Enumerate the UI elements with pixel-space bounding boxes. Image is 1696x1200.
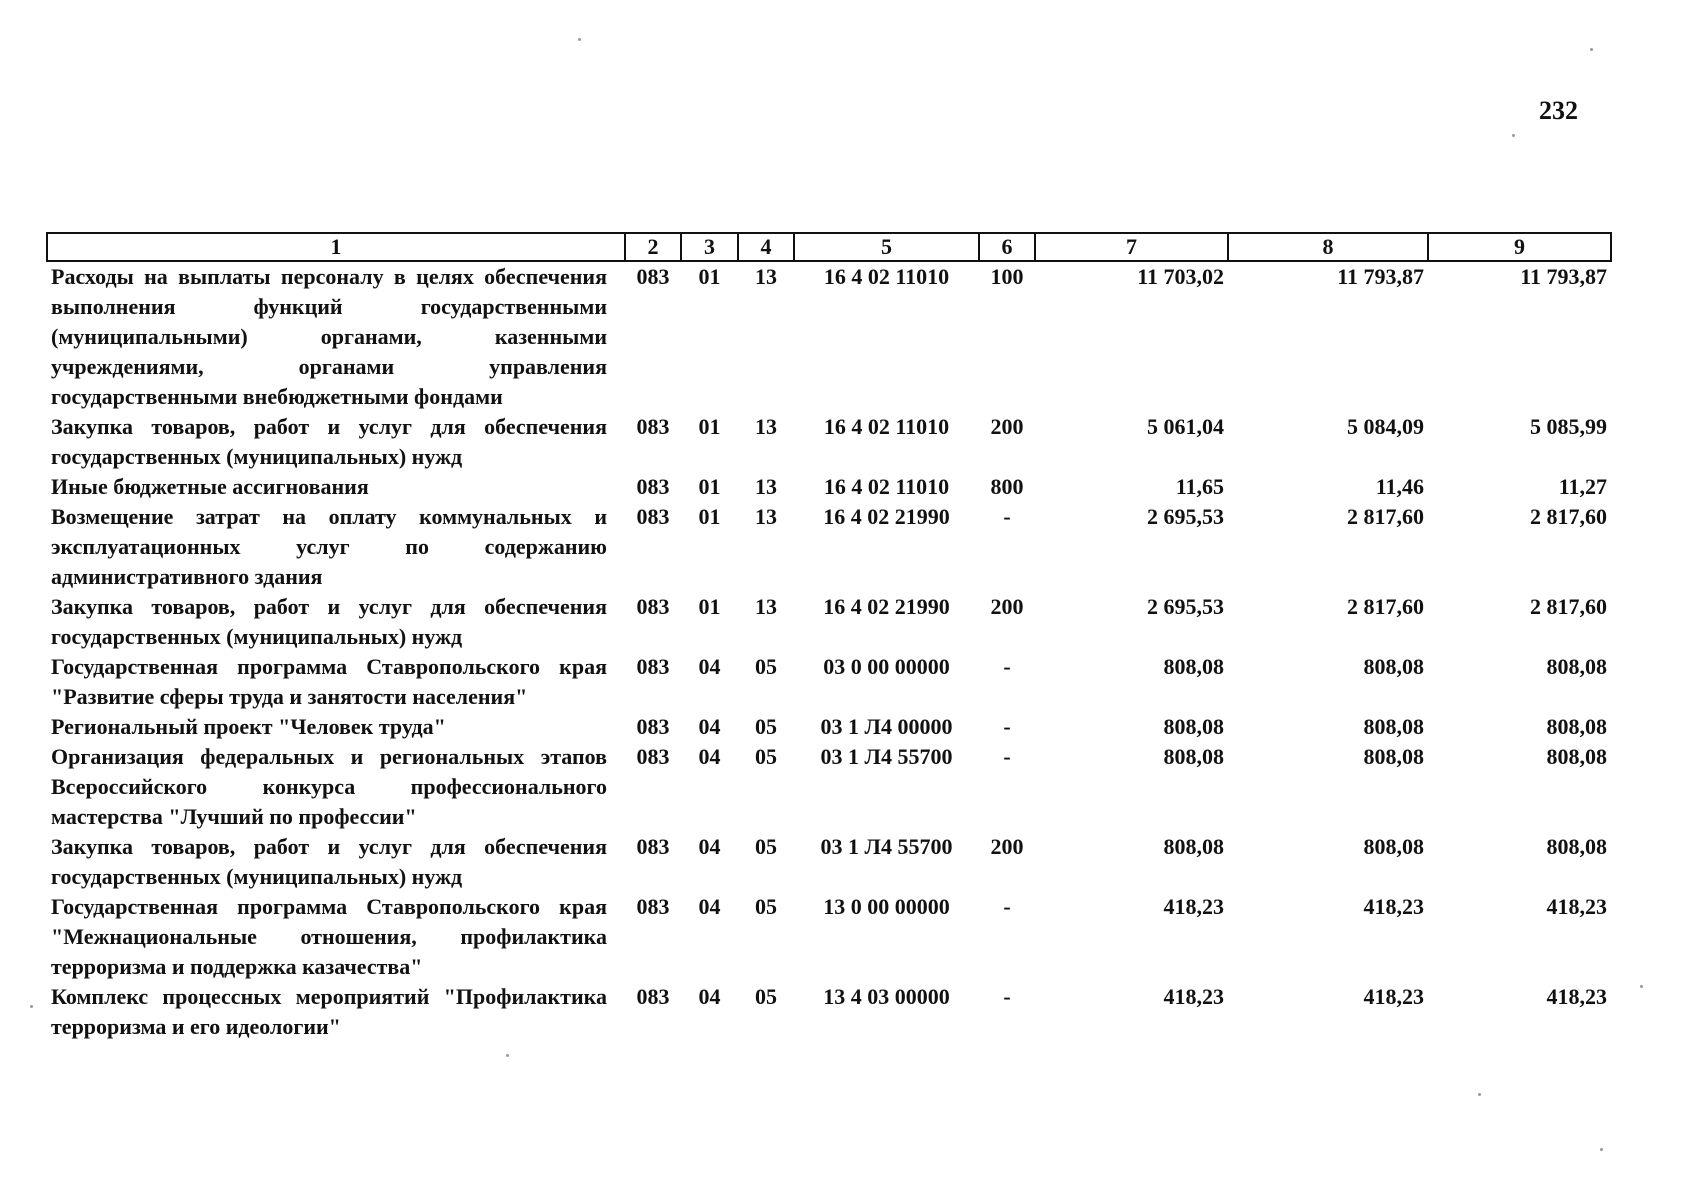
- table-row: [47, 712, 1611, 742]
- amount-col7: 808,08: [1163, 744, 1224, 769]
- ministry-code: 083: [636, 414, 670, 439]
- amount-col8: 808,08: [1363, 834, 1424, 859]
- section-code: 01: [698, 474, 721, 499]
- header-row: [47, 233, 1611, 261]
- expense-name: Иные бюджетные ассигнования: [51, 474, 369, 499]
- ministry-code: 083: [636, 714, 670, 739]
- expense-name: Организация федеральных и региональных этапов Всероссийского конкурса профессионального мастерства "Лучший по профессии": [51, 744, 607, 829]
- expense-type-code: -: [1003, 504, 1011, 529]
- expense-name: Расходы на выплаты персоналу в целях обеспечения выполнения функций государственными (муниципальными) органами, казенными учреждениями, органами управления государственными внебюджетными фондами: [51, 264, 607, 409]
- amount-col7: 418,23: [1163, 894, 1224, 919]
- amount-col7: 2 695,53: [1147, 594, 1224, 619]
- amount-col8: 2 817,60: [1347, 594, 1424, 619]
- ministry-code: 083: [636, 894, 670, 919]
- header-cell: 7: [1035, 233, 1228, 261]
- expense-type-code: -: [1003, 714, 1011, 739]
- table-row: [47, 502, 1611, 592]
- subsection-code: 05: [755, 834, 777, 859]
- table-row: [47, 742, 1611, 832]
- subsection-code: 05: [755, 744, 777, 769]
- expense-name: Закупка товаров, работ и услуг для обеспечения государственных (муниципальных) нужд: [51, 834, 607, 889]
- section-code: 01: [698, 504, 721, 529]
- subsection-code: 13: [755, 504, 777, 529]
- amount-col8: 11,46: [1375, 474, 1424, 499]
- amount-col9: 808,08: [1546, 744, 1607, 769]
- expense-type-code: -: [1003, 984, 1011, 1009]
- section-code: 04: [698, 714, 721, 739]
- ministry-code: 083: [636, 654, 670, 679]
- expense-name: Комплекс процессных мероприятий "Профилактика терроризма и его идеологии": [51, 984, 607, 1039]
- amount-col8: 418,23: [1363, 894, 1424, 919]
- scan-speck: [578, 38, 581, 41]
- amount-col9: 808,08: [1546, 714, 1607, 739]
- scan-speck: [1478, 1093, 1481, 1096]
- amount-col7: 11,65: [1175, 474, 1224, 499]
- table-row: [47, 892, 1611, 982]
- section-code: 04: [698, 894, 721, 919]
- scan-speck: [1590, 48, 1593, 51]
- expense-type-code: -: [1003, 894, 1011, 919]
- table-header: [47, 233, 1611, 261]
- header-cell: 4: [738, 233, 794, 261]
- amount-col8: 808,08: [1363, 744, 1424, 769]
- expense-type-code: 800: [990, 474, 1024, 499]
- amount-col8: 808,08: [1363, 654, 1424, 679]
- header-cell: 3: [681, 233, 738, 261]
- table-row: [47, 652, 1611, 712]
- target-article-code: 03 1 Л4 55700: [820, 834, 953, 859]
- target-article-code: 13 0 00 00000: [823, 894, 950, 919]
- section-code: 01: [698, 594, 721, 619]
- amount-col8: 2 817,60: [1347, 504, 1424, 529]
- amount-col7: 418,23: [1163, 984, 1224, 1009]
- expense-type-code: -: [1003, 654, 1011, 679]
- ministry-code: 083: [636, 984, 670, 1009]
- amount-col8: 808,08: [1363, 714, 1424, 739]
- scan-speck: [506, 1054, 509, 1057]
- scan-speck: [30, 1005, 33, 1008]
- section-code: 04: [698, 744, 721, 769]
- expense-name: Государственная программа Ставропольского края "Развитие сферы труда и занятости населения": [51, 654, 607, 709]
- amount-col9: 11 793,87: [1520, 264, 1607, 289]
- table-body: [47, 261, 1611, 1042]
- subsection-code: 13: [755, 414, 777, 439]
- section-code: 04: [698, 984, 721, 1009]
- amount-col7: 2 695,53: [1147, 504, 1224, 529]
- amount-col9: 418,23: [1546, 984, 1607, 1009]
- table-row: [47, 472, 1611, 502]
- subsection-code: 05: [755, 654, 777, 679]
- ministry-code: 083: [636, 744, 670, 769]
- expense-name: Государственная программа Ставропольского края "Межнациональные отношения, профилактика терроризма и поддержка казачества": [51, 894, 607, 979]
- expense-type-code: 100: [990, 264, 1024, 289]
- scan-speck: [1640, 985, 1643, 988]
- header-cell: 1: [47, 233, 625, 261]
- expense-type-code: -: [1003, 744, 1011, 769]
- expense-name: Возмещение затрат на оплату коммунальных и эксплуатационных услуг по содержанию административного здания: [51, 504, 607, 589]
- subsection-code: 13: [755, 594, 777, 619]
- amount-col9: 808,08: [1546, 654, 1607, 679]
- amount-col9: 2 817,60: [1530, 594, 1607, 619]
- scan-speck: [1600, 1148, 1603, 1151]
- amount-col7: 808,08: [1163, 654, 1224, 679]
- ministry-code: 083: [636, 594, 670, 619]
- amount-col9: 2 817,60: [1530, 504, 1607, 529]
- subsection-code: 05: [755, 894, 777, 919]
- header-cell: 9: [1428, 233, 1611, 261]
- header-cell: 8: [1228, 233, 1428, 261]
- amount-col8: 5 084,09: [1347, 414, 1424, 439]
- expense-name: Закупка товаров, работ и услуг для обеспечения государственных (муниципальных) нужд: [51, 414, 607, 469]
- target-article-code: 16 4 02 21990: [823, 504, 950, 529]
- target-article-code: 03 1 Л4 55700: [820, 744, 953, 769]
- amount-col9: 11,27: [1558, 474, 1607, 499]
- budget-table: [46, 232, 1612, 1042]
- subsection-code: 05: [755, 984, 777, 1009]
- amount-col7: 11 703,02: [1137, 264, 1224, 289]
- amount-col8: 11 793,87: [1337, 264, 1424, 289]
- header-cell: 5: [794, 233, 979, 261]
- section-code: 01: [698, 414, 721, 439]
- amount-col9: 5 085,99: [1530, 414, 1607, 439]
- amount-col8: 418,23: [1363, 984, 1424, 1009]
- subsection-code: 05: [755, 714, 777, 739]
- header-cell: 6: [979, 233, 1035, 261]
- header-cell: 2: [625, 233, 681, 261]
- amount-col7: 808,08: [1163, 834, 1224, 859]
- amount-col9: 808,08: [1546, 834, 1607, 859]
- target-article-code: 16 4 02 21990: [823, 594, 950, 619]
- expense-type-code: 200: [990, 414, 1024, 439]
- ministry-code: 083: [636, 504, 670, 529]
- target-article-code: 16 4 02 11010: [823, 264, 950, 289]
- table-row: [47, 261, 1611, 412]
- table-row: [47, 592, 1611, 652]
- page-number: 232: [1539, 96, 1578, 125]
- expense-type-code: 200: [990, 594, 1024, 619]
- expense-name: Закупка товаров, работ и услуг для обеспечения государственных (муниципальных) нужд: [51, 594, 607, 649]
- section-code: 01: [698, 264, 721, 289]
- expense-type-code: 200: [990, 834, 1024, 859]
- subsection-code: 13: [755, 474, 777, 499]
- target-article-code: 16 4 02 11010: [823, 414, 950, 439]
- target-article-code: 03 1 Л4 00000: [820, 714, 953, 739]
- section-code: 04: [698, 654, 721, 679]
- table-row: [47, 832, 1611, 892]
- target-article-code: 13 4 03 00000: [823, 984, 950, 1009]
- ministry-code: 083: [636, 474, 670, 499]
- table-row: [47, 982, 1611, 1042]
- target-article-code: 16 4 02 11010: [823, 474, 950, 499]
- subsection-code: 13: [755, 264, 777, 289]
- ministry-code: 083: [636, 264, 670, 289]
- target-article-code: 03 0 00 00000: [823, 654, 950, 679]
- section-code: 04: [698, 834, 721, 859]
- amount-col7: 5 061,04: [1147, 414, 1224, 439]
- amount-col9: 418,23: [1546, 894, 1607, 919]
- scan-speck: [1512, 134, 1515, 137]
- amount-col7: 808,08: [1163, 714, 1224, 739]
- ministry-code: 083: [636, 834, 670, 859]
- table-row: [47, 412, 1611, 472]
- expense-name: Региональный проект "Человек труда": [51, 714, 446, 739]
